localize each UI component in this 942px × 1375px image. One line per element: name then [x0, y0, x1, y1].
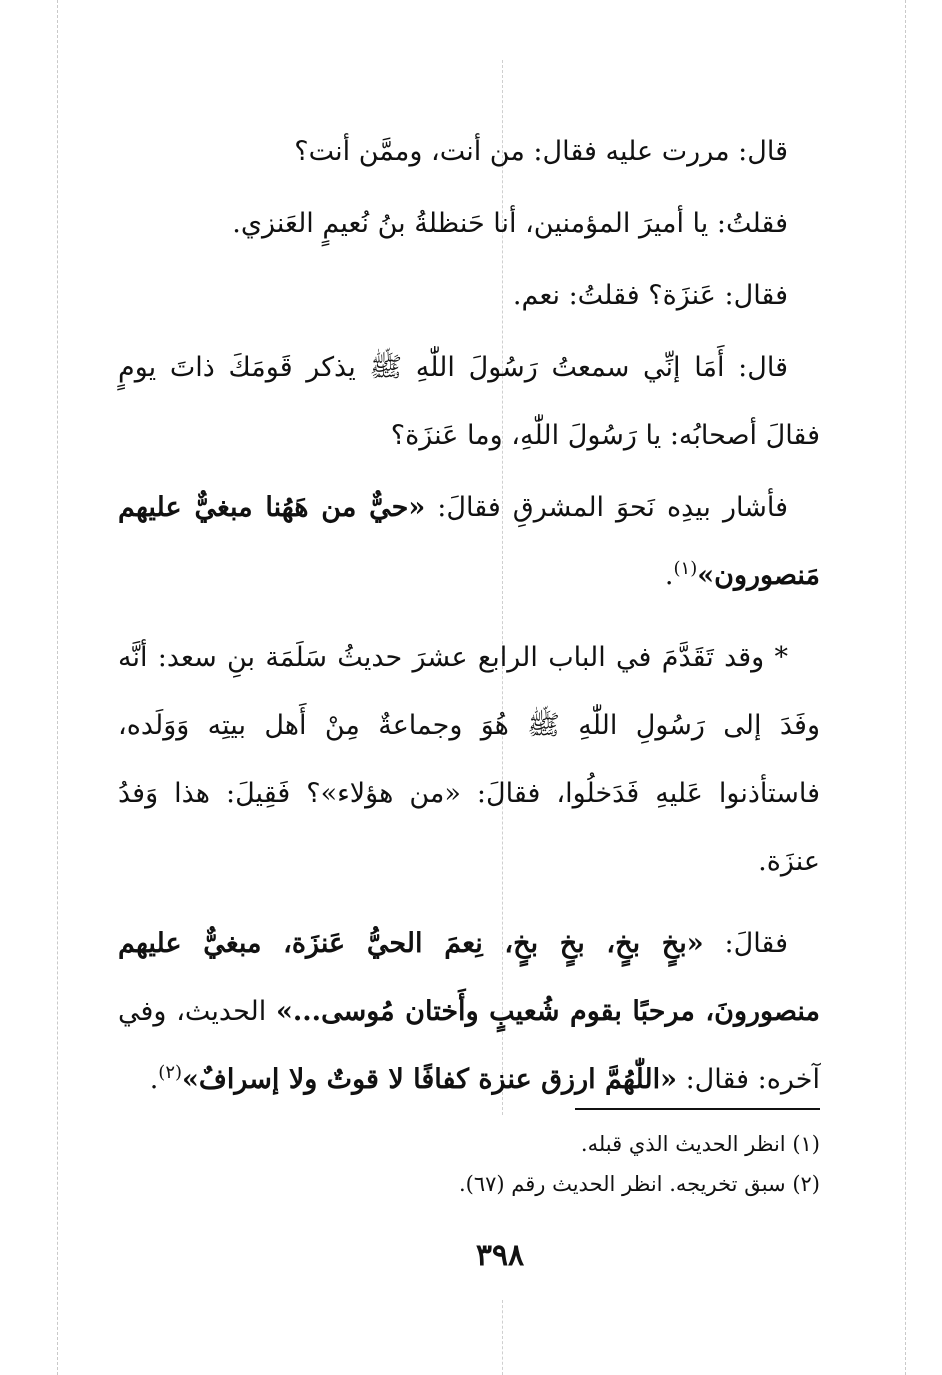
paragraph-4: قال: أَمَا إنِّي سمعتُ رَسُولَ اللّٰهِ ﷺ يذكر قَومَكَ ذاتَ يومٍ فقالَ أصحابُه: يا رَسُولَ اللّٰهِ، وما عَنزَة؟ — [118, 352, 820, 451]
hadith-quote-3: «اللّٰهُمَّ ارزق عنزة كفافًا لا قوتٌ ولا إسرافٌ» — [182, 1064, 677, 1095]
page-number: ٣٩٨ — [475, 1238, 525, 1273]
paragraph-5-text: فأشار بيدِه نَحوَ المشرقِ فقالَ: — [425, 492, 788, 523]
paragraph-7-text-b: الحديث، وفي آخره: فقال: — [118, 996, 820, 1095]
hadith-quote-2: «بخٍ بخٍ، بخٍ بخٍ، نِعمَ الحيُّ عَنزَة، مبغيٌّ عليهم منصورونَ، مرحبًا بقوم شُعيبٍ وأَختان مُوسى...» — [118, 928, 820, 1027]
paragraph-7-text-a: فقالَ: — [703, 928, 788, 959]
scan-guide-line-left — [57, 0, 58, 1375]
page-body — [118, 118, 820, 1118]
footnote-mark-2: (٢) — [158, 1062, 183, 1083]
paragraph-1: قال: مررت عليه فقال: من أنت، وممَّن أنت؟ — [294, 136, 788, 167]
paragraph-7: فقالَ: «بخٍ بخٍ، بخٍ بخٍ، نِعمَ الحيُّ عَنزَة، مبغيٌّ عليهم منصورونَ، مرحبًا بقوم شُعيبٍ وأَختان مُوسى...» الحديث، وفي آخره: فقال: «اللّٰهُمَّ ارزق عنزة كفافًا لا قوتٌ ولا إسرافٌ»$^{(٢)}$. — [118, 928, 820, 1095]
footnote-2: (٢) سبق تخريجه. انظر الحديث رقم (٦٧). — [458, 1172, 820, 1196]
scan-guide-line-center-bottom — [502, 1300, 503, 1375]
footnote-mark-1: (١) — [673, 558, 698, 579]
footnote-1: (١) انظر الحديث الذي قبله. — [580, 1132, 820, 1156]
paragraph-2: فقلتُ: يا أميرَ المؤمنين، أنا حَنظلةُ بنُ نُعيمٍ العَنزي. — [232, 208, 788, 239]
footnotes — [118, 1108, 820, 1204]
paragraph-6: * وقد تَقَدَّمَ في الباب الرابع عشرَ حديثُ سَلَمَة بنِ سعد: أنَّه وفَدَ إلى رَسُولِ اللّٰهِ ﷺ هُوَ وجماعةٌ مِنْ أَهل بيتِه وَوَلَده، فاستأذنوا عَليهِ فَدَخلُوا، فقالَ: «من هؤلاء»؟ فَقِيلَ: هذا وَفدُ عنزَة. — [118, 642, 820, 877]
scan-guide-line-right — [905, 0, 906, 1375]
footnote-separator — [575, 1108, 820, 1110]
paragraph-5: فأشار بيدِه نَحوَ المشرقِ فقالَ: «حيٌّ من هَهُنا مبغيٌّ عليهم مَنصورون»$^{(١)}$. — [118, 492, 820, 591]
paragraph-3: فقال: عَنزَة؟ فقلتُ: نعم. — [512, 280, 788, 311]
hadith-quote: «حيٌّ من هَهُنا مبغيٌّ عليهم مَنصورون» — [118, 492, 820, 591]
